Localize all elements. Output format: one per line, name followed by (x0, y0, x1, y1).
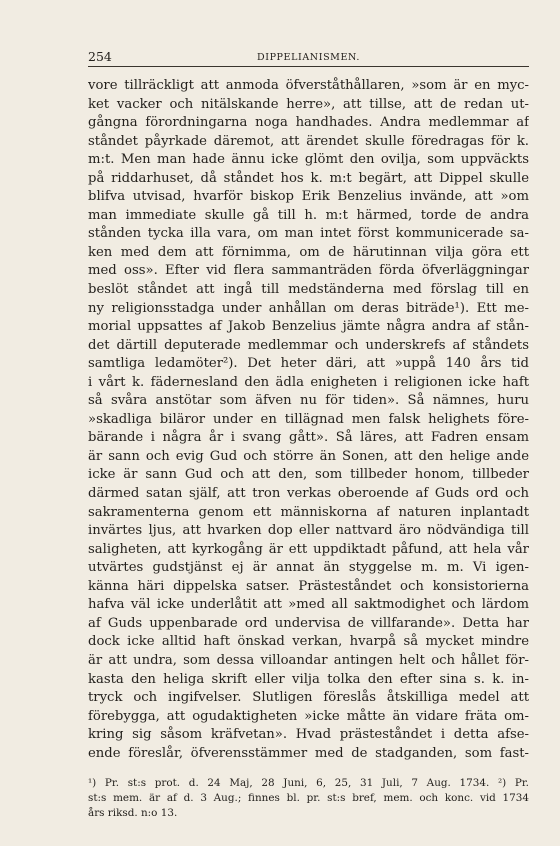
text-line: känna häri dippelska satser. Prästeståndet och konsistorierna (88, 578, 529, 594)
footnote-line: års riksd. n:o 13. (88, 807, 178, 819)
text-line: ende föreslår, öfverensstämmer med de stadganden, som fast- (88, 745, 529, 761)
page-header (88, 50, 529, 67)
text-line: bärande i några år i svang gått». Så läres, att Fadren ensam (88, 430, 529, 446)
text-line: man immediate skulle gå till h. m:t härmed, torde de andra (88, 207, 529, 223)
text-line: morial uppsattes af Jakob Benzelius jämte några andra af stån- (88, 319, 529, 335)
text-line: m:t. Men man hade ännu icke glömt den ovilja, som uppväckts (88, 152, 529, 168)
footnotes (88, 776, 529, 821)
text-line: kring sig såsom kräfvetan». Hvad prästeståndet i detta afse- (88, 727, 529, 743)
running-head: DIPPELIANISMEN. (257, 52, 360, 63)
text-line: på riddarhuset, då ståndet hos k. m:t begärt, att Dippel skulle (88, 170, 529, 186)
text-line: saligheten, att kyrkogång är ett uppdiktadt påfund, att hela vår (88, 541, 529, 557)
text-line: kasta den heliga skrift eller vilja tolka den efter sina s. k. in- (88, 671, 529, 687)
text-line: stånden tycka illa vara, om man intet först kommunicerade sa- (88, 226, 529, 242)
text-line: i vårt k. fädernesland den ädla enigheten i religionen icke haft (88, 374, 529, 390)
text-line: »skadliga biläror under en tillägnad men falsk helighets före- (88, 411, 529, 427)
text-line: förebygga, att ogudaktigheten »icke måtte än vidare fräta om- (88, 708, 529, 724)
text-line: ken med dem att förnimma, om de härutinnan vilja göra ett (88, 244, 529, 260)
text-line: utvärtes gudstjänst ej är annat än styggelse m. m. Vi igen- (88, 560, 529, 576)
text-line: dock icke alltid haft önskad verkan, hvarpå så mycket mindre (88, 634, 529, 650)
text-line: det därtill deputerade medlemmar och underskrefs af ståndets (88, 337, 529, 353)
text-line: tryck och ingifvelser. Slutligen föreslås åtskilliga medel att (88, 690, 529, 706)
text-line: vore tillräckligt att anmoda öfverståthållaren, »som är en myc- (88, 78, 529, 93)
text-line: ny religionsstadga under anhållan om deras biträde¹). Ett me- (88, 300, 529, 316)
text-line: ståndet påyrkade däremot, att ärendet skulle föredragas för k. (88, 133, 529, 149)
text-line: ket vacker och nitälskande herre», att tillse, att de redan ut- (88, 96, 529, 112)
body-text (88, 77, 529, 763)
text-line: af Guds uppenbarade ord undervisa de villfarande». Detta har (88, 615, 529, 631)
text-line: blifva utvisad, hvarför biskop Erik Benzelius invände, att »om (88, 189, 529, 205)
text-line: med oss». Efter vid flera sammanträden förda öfverläggningar (88, 263, 529, 279)
text-line: invärtes ljus, att hvarken dop eller nattvard äro nödvändiga till (88, 523, 529, 539)
text-line: därmed satan själf, att tron verkas oberoende af Guds ord och (88, 486, 529, 502)
text-line: icke är sann Gud och att den, som tillbeder honom, tillbeder (88, 467, 529, 483)
text-line: är sann och evig Gud och större än Sonen, att den helige ande (88, 448, 529, 464)
footnote-line: st:s mem. är af d. 3 Aug.; finnes bl. pr. st:s bref, mem. och konc. vid 1734 (88, 792, 529, 804)
page-number: 254 (88, 49, 112, 64)
text-line: så svåra anstötar som äfven nu för tiden». Så nämnes, huru (88, 393, 529, 409)
footnote-line: ¹) Pr. st:s prot. d. 24 Maj, 28 Juni, 6, 25, 31 Juli, 7 Aug. 1734. ²) Pr. (88, 777, 529, 789)
text-line: sakramenterna genom ett människorna af naturen inplantadt (88, 504, 529, 520)
text-line: är att undra, som dessa villoandar antingen helt och hållet för- (88, 652, 529, 668)
text-line: hafva väl icke underlåtit att »med all saktmodighet och lärdom (88, 597, 529, 613)
text-line: samtliga ledamöter²). Det heter däri, att »uppå 140 års tid (88, 356, 529, 372)
text-line: gångna förordningarna noga handhades. Andra medlemmar af (88, 115, 529, 131)
text-line: beslöt ståndet att ingå till medständerna med förslag till en (88, 282, 529, 298)
